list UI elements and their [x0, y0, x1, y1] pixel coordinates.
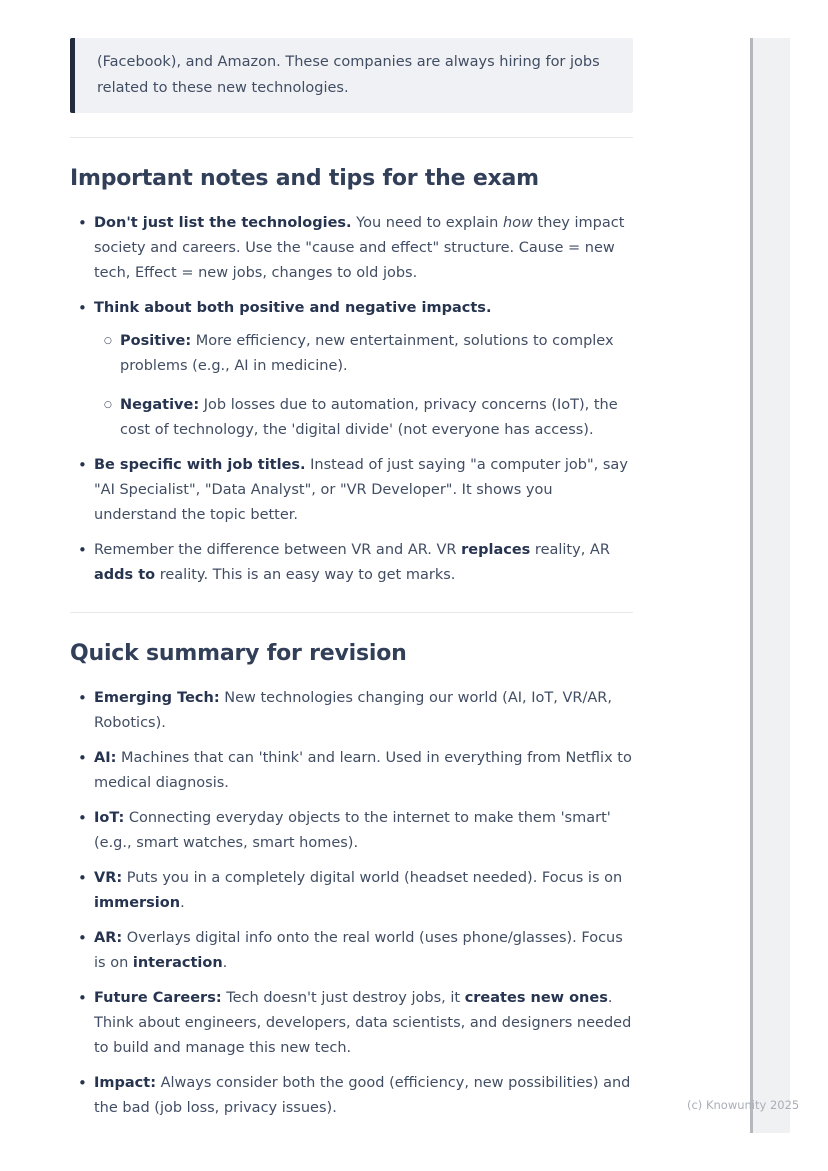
sub-list-item — [94, 393, 633, 443]
watermark: (c) Knowunity 2025 — [687, 1098, 800, 1112]
bold-text-run: Negative: — [120, 397, 200, 413]
bold-text-run: Future Careers: — [94, 990, 222, 1006]
quote-text: (Facebook), and Amazon. These companies are always hiring for jobs related to these new technologies. — [97, 54, 600, 96]
sub-bullet-list — [94, 329, 633, 443]
text-run: Instead of just saying "a computer job", say "AI Specialist", "Data Analyst", or "VR Developer". It shows you understand the topic better. — [94, 457, 628, 523]
text-run: You need to explain — [351, 215, 503, 231]
text-run: Always consider both the good (efficiency, new possibilities) and the bad (job loss, privacy issues). — [94, 1075, 631, 1116]
text-run: Overlays digital info onto the real world (uses phone/glasses). Focus is on — [94, 930, 623, 971]
text-run: . Think about engineers, developers, data scientists, and designers needed to build and manage this new tech. — [94, 990, 632, 1056]
bold-text-run: Think about both positive and negative impacts. — [94, 300, 492, 316]
page-content — [70, 38, 633, 1135]
text-run: reality, AR — [530, 542, 610, 558]
bold-text-run: AR: — [94, 930, 123, 946]
list-item — [70, 746, 633, 796]
bold-text-run: Be specific with job titles. — [94, 457, 306, 473]
text-run: Machines that can 'think' and learn. Used in everything from Netflix to medical diagnosis. — [94, 750, 632, 791]
bold-text-run: AI: — [94, 750, 117, 766]
list-item — [70, 926, 633, 976]
list-item — [70, 866, 633, 916]
sub-list-item — [94, 329, 633, 379]
bold-text-run: interaction — [132, 955, 223, 971]
bullet-list — [70, 211, 633, 588]
text-run: Puts you in a completely digital world (headset needed). Focus is on — [122, 870, 623, 886]
bold-text-run: immersion — [94, 895, 181, 911]
text-run: Connecting everyday objects to the internet to make them 'smart' (e.g., smart watches, smart homes). — [94, 810, 611, 851]
bold-text-run: Emerging Tech: — [94, 690, 220, 706]
bullet-list — [70, 686, 633, 1121]
list-item — [70, 1071, 633, 1121]
bold-text-run: IoT: — [94, 810, 125, 826]
italic-text-run: how — [502, 215, 533, 231]
bold-text-run: VR: — [94, 870, 123, 886]
sections-container — [70, 137, 633, 1121]
bold-text-run: Positive: — [120, 333, 192, 349]
text-run: . — [222, 955, 228, 971]
text-run: they impact society and careers. Use the "cause and effect" structure. Cause = new tech, Effect = new jobs, changes to old jobs. — [94, 215, 625, 281]
section-divider — [70, 612, 633, 613]
text-run: Tech doesn't just destroy jobs, it — [221, 990, 465, 1006]
bold-text-run: adds to — [94, 567, 156, 583]
bold-text-run: replaces — [461, 542, 531, 558]
quote-block — [70, 38, 633, 113]
list-item — [70, 211, 633, 286]
section-divider — [70, 137, 633, 138]
section-title: Quick summary for revision — [70, 641, 407, 666]
text-run: Job losses due to automation, privacy concerns (IoT), the cost of technology, the 'digital divide' (not everyone has access). — [120, 397, 618, 438]
list-item — [70, 538, 633, 588]
list-item — [70, 296, 633, 443]
section-title: Important notes and tips for the exam — [70, 166, 539, 191]
text-run: New technologies changing our world (AI, IoT, VR/AR, Robotics). — [94, 690, 612, 731]
list-item — [70, 453, 633, 528]
text-run: Remember the difference between VR and AR. VR — [94, 542, 462, 558]
list-item — [70, 806, 633, 856]
scrollbar-thumb[interactable] — [750, 38, 753, 1133]
text-run: More efficiency, new entertainment, solutions to complex problems (e.g., AI in medicine). — [120, 333, 614, 374]
bold-text-run: Impact: — [94, 1075, 156, 1091]
text-run: . — [180, 895, 185, 911]
scrollbar-track[interactable] — [750, 38, 790, 1133]
list-item — [70, 986, 633, 1061]
bold-text-run: Don't just list the technologies. — [94, 215, 352, 231]
text-run: reality. This is an easy way to get marks. — [155, 567, 456, 583]
bold-text-run: creates new ones — [464, 990, 608, 1006]
list-item — [70, 686, 633, 736]
